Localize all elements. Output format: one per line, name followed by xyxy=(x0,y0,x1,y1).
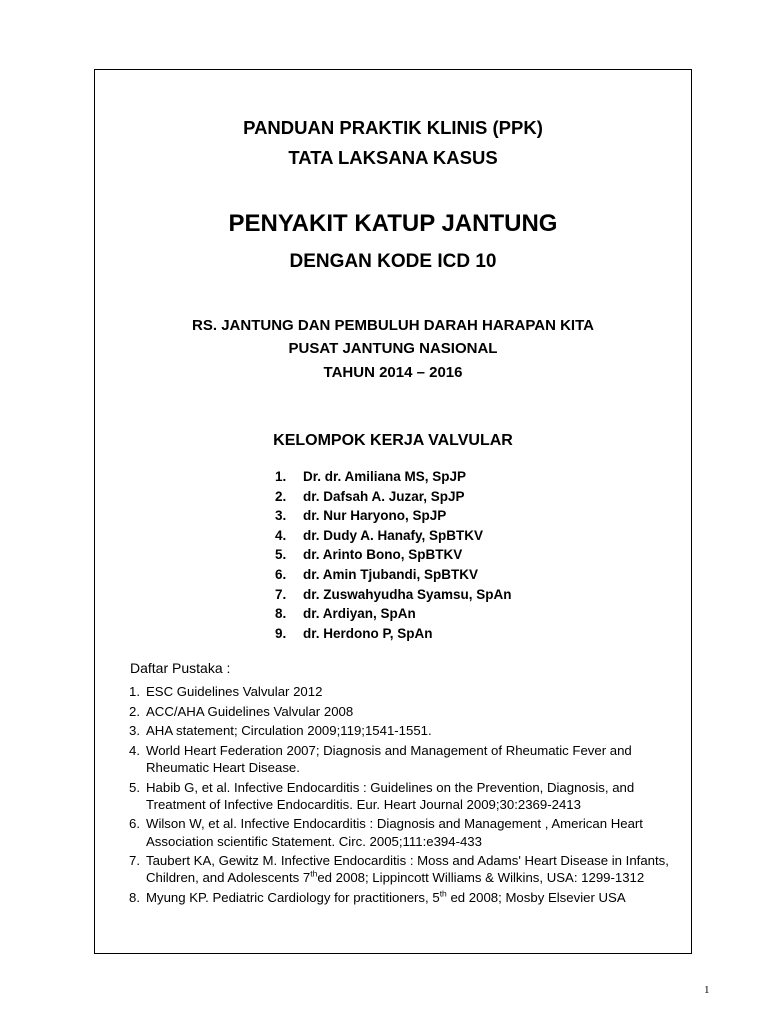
member-item: 4. dr. Dudy A. Hanafy, SpBTKV xyxy=(275,527,484,543)
superscript: th xyxy=(439,888,447,899)
document-subtitle: DENGAN KODE ICD 10 xyxy=(289,251,497,272)
reference-item: 5. Habib G, et al. Infective Endocarditis : Guidelines on the Prevention, Diagnosis, and Treatment of Infective Endocarditis. Eur. Heart Journal 2009;30:2369-2413 xyxy=(129,779,635,812)
member-name: dr. Herdono P, SpAn xyxy=(303,625,433,641)
member-name: dr. Zuswahyudha Syamsu, SpAn xyxy=(303,586,512,602)
reference-text: Wilson W, et al. Infective Endocarditis : Diagnosis and Management , American Heart Association scientific Statement. Circ. 2005;111:e394-433 xyxy=(146,816,643,849)
working-group-title: KELOMPOK KERJA VALVULAR xyxy=(273,432,513,449)
member-name: dr. Arinto Bono, SpBTKV xyxy=(303,547,463,563)
header-line-1: PANDUAN PRAKTIK KLINIS (PPK) xyxy=(243,117,543,138)
member-item: 6. dr. Amin Tjubandi, SpBTKV xyxy=(275,566,478,582)
member-item: 3. dr. Nur Haryono, SpJP xyxy=(275,508,447,524)
member-item: 8. dr. Ardiyan, SpAn xyxy=(275,606,416,622)
reference-text-end: ed 2008; Lippincott Williams & Wilkins, USA: 1299-1312 xyxy=(317,870,645,886)
reference-text: ACC/AHA Guidelines Valvular 2008 xyxy=(146,703,354,719)
reference-item: 4. World Heart Federation 2007; Diagnosis and Management of Rheumatic Fever and Rheumatic Heart Disease. xyxy=(129,742,632,775)
reference-item: 2. ACC/AHA Guidelines Valvular 2008 xyxy=(129,703,354,719)
reference-text-start: Taubert KA, Gewitz M. Infective Endocarditis : Moss and Adams' Heart Disease in Infants, Children, and Adolescents 7 xyxy=(146,853,669,886)
reference-text: AHA statement; Circulation 2009;119;1541-1551. xyxy=(146,723,432,739)
reference-item: 1. ESC Guidelines Valvular 2012 xyxy=(129,684,323,699)
member-item: 9. dr. Herdono P, SpAn xyxy=(275,625,433,641)
institution-center: PUSAT JANTUNG NASIONAL xyxy=(288,340,498,357)
member-item: 2. dr. Dafsah A. Juzar, SpJP xyxy=(275,488,465,504)
reference-text: Habib G, et al. Infective Endocarditis : Guidelines on the Prevention, Diagnosis, and Treatment of Infective Endocarditis. Eur. Heart Journal 2009;30:2369-2413 xyxy=(146,779,635,812)
member-name: Dr. dr. Amiliana MS, SpJP xyxy=(303,469,467,484)
member-item: 1. Dr. dr. Amiliana MS, SpJP xyxy=(275,469,467,484)
reference-text: World Heart Federation 2007; Diagnosis and Management of Rheumatic Fever and Rheumatic Heart Disease. xyxy=(146,742,632,775)
working-group-members xyxy=(275,467,512,643)
references-title: Daftar Pustaka : xyxy=(130,660,231,676)
member-name: dr. Nur Haryono, SpJP xyxy=(303,508,447,524)
institution-name: RS. JANTUNG DAN PEMBULUH DARAH HARAPAN KITA xyxy=(192,317,594,334)
references-list xyxy=(129,683,674,909)
page-number: 1 xyxy=(704,984,710,996)
reference-item: 7. Taubert KA, Gewitz M. Infective Endocarditis : Moss and Adams' Heart Disease in Infants, Children, and Adolescents 7thed 2008; Lippincott Williams & Wilkins, USA: 1299-1312 xyxy=(129,853,669,886)
reference-item: 6. Wilson W, et al. Infective Endocarditis : Diagnosis and Management , American Heart Association scientific Statement. Circ. 2005;111:e394-433 xyxy=(129,816,643,849)
institution-year: TAHUN 2014 – 2016 xyxy=(323,364,463,381)
member-name: dr. Ardiyan, SpAn xyxy=(303,606,416,622)
document-title: PENYAKIT KATUP JANTUNG xyxy=(228,210,558,237)
superscript: th xyxy=(310,868,318,879)
member-item: 7. dr. Zuswahyudha Syamsu, SpAn xyxy=(275,586,512,602)
reference-text: ESC Guidelines Valvular 2012 xyxy=(146,684,323,699)
header-line-2: TATA LAKSANA KASUS xyxy=(288,147,498,168)
reference-text-start: Myung KP. Pediatric Cardiology for practitioners, 5 xyxy=(146,889,440,905)
member-item: 5. dr. Arinto Bono, SpBTKV xyxy=(275,547,463,563)
reference-text-end: ed 2008; Mosby Elsevier USA xyxy=(446,889,626,905)
member-name: dr. Dudy A. Hanafy, SpBTKV xyxy=(303,527,484,543)
member-name: dr. Amin Tjubandi, SpBTKV xyxy=(303,566,478,582)
reference-item: 8. Myung KP. Pediatric Cardiology for practitioners, 5th ed 2008; Mosby Elsevier USA xyxy=(129,888,626,905)
reference-item: 3. AHA statement; Circulation 2009;119;1541-1551. xyxy=(129,723,432,739)
member-name: dr. Dafsah A. Juzar, SpJP xyxy=(303,488,465,504)
